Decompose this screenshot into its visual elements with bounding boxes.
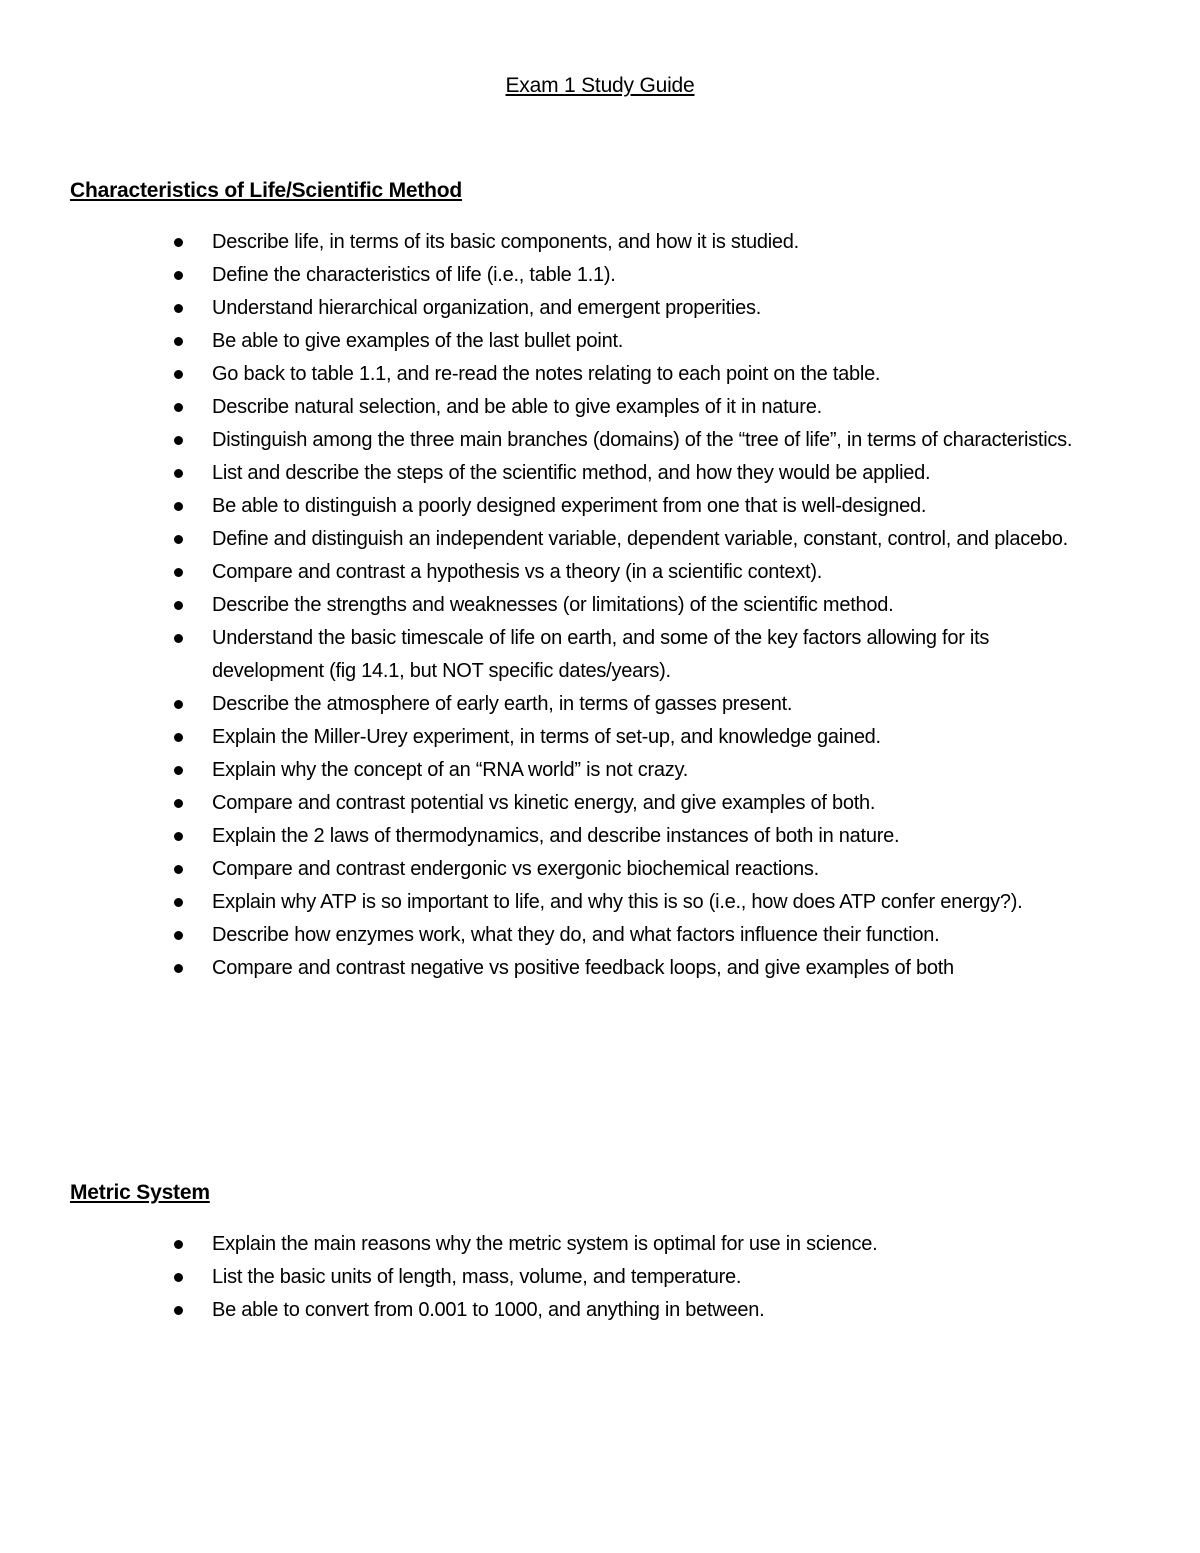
- bullet-icon: [174, 931, 183, 940]
- list-item: [70, 226, 1092, 259]
- bullet-icon: [174, 502, 183, 511]
- bullet-icon: [174, 865, 183, 874]
- section-characteristics-of-life: [70, 175, 1150, 985]
- list-item-text: Compare and contrast endergonic vs exergonic biochemical reactions.: [212, 858, 819, 880]
- list-item-text: Explain the Miller-Urey experiment, in terms of set-up, and knowledge gained.: [212, 726, 881, 748]
- list-item: [70, 688, 1092, 721]
- bullet-icon: [174, 469, 183, 478]
- list-item-text: Define the characteristics of life (i.e., table 1.1).: [212, 264, 616, 286]
- list-item-text: Go back to table 1.1, and re-read the notes relating to each point on the table.: [212, 363, 881, 385]
- bullet-icon: [174, 964, 183, 973]
- list-item: [70, 1294, 1092, 1327]
- list-item-text: List the basic units of length, mass, volume, and temperature.: [212, 1266, 742, 1288]
- list-item-text: Describe natural selection, and be able to give examples of it in nature.: [212, 396, 822, 418]
- list-item-text: Be able to convert from 0.001 to 1000, and anything in between.: [212, 1299, 765, 1321]
- list-item: [70, 886, 1092, 919]
- bullet-icon: [174, 601, 183, 610]
- list-item-text: Compare and contrast potential vs kinetic energy, and give examples of both.: [212, 792, 876, 814]
- list-item: [70, 490, 1092, 523]
- bullet-icon: [174, 1306, 183, 1315]
- list-item-text: Compare and contrast a hypothesis vs a theory (in a scientific context).: [212, 561, 823, 583]
- section-heading: Characteristics of Life/Scientific Method: [70, 179, 463, 202]
- bullet-icon: [174, 733, 183, 742]
- list-item-text: Understand the basic timescale of life on earth, and some of the key factors allowing for its development (fig 14.1, but NOT specific dates/years).: [212, 627, 990, 682]
- bullet-icon: [174, 271, 183, 280]
- bullet-icon: [174, 1240, 183, 1249]
- list-item-text: Explain the 2 laws of thermodynamics, and describe instances of both in nature.: [212, 825, 900, 847]
- list-item: [70, 556, 1092, 589]
- bullet-icon: [174, 403, 183, 412]
- list-item-text: Define and distinguish an independent variable, dependent variable, constant, control, and placebo.: [212, 528, 1068, 550]
- list-item-text: Be able to give examples of the last bullet point.: [212, 330, 624, 352]
- list-item: [70, 919, 1092, 952]
- list-item: [70, 358, 1092, 391]
- bullet-icon: [174, 634, 183, 643]
- bullet-icon: [174, 700, 183, 709]
- list-item: [70, 952, 1092, 985]
- list-item: [70, 622, 1092, 688]
- list-item-text: Describe the strengths and weaknesses (or limitations) of the scientific method.: [212, 594, 894, 616]
- section-metric-system: [70, 1177, 1150, 1327]
- list-item: [70, 1261, 1092, 1294]
- bullet-icon: [174, 337, 183, 346]
- section-heading: Metric System: [70, 1181, 210, 1204]
- list-item-text: Describe life, in terms of its basic components, and how it is studied.: [212, 231, 799, 253]
- list-item-text: Be able to distinguish a poorly designed experiment from one that is well-designed.: [212, 495, 927, 517]
- list-item: [70, 391, 1092, 424]
- list-item: [70, 292, 1092, 325]
- list-item: [70, 721, 1092, 754]
- list-item-text: Explain the main reasons why the metric system is optimal for use in science.: [212, 1233, 878, 1255]
- list-item: [70, 589, 1092, 622]
- list-item: [70, 754, 1092, 787]
- list-item-text: Compare and contrast negative vs positive feedback loops, and give examples of both: [212, 957, 954, 979]
- bullet-list: [70, 226, 1150, 985]
- list-item-text: Explain why ATP is so important to life, and why this is so (i.e., how does ATP confer energy?).: [212, 891, 1023, 913]
- bullet-icon: [174, 535, 183, 544]
- bullet-icon: [174, 568, 183, 577]
- list-item: [70, 259, 1092, 292]
- list-item: [70, 787, 1092, 820]
- document-title: Exam 1 Study Guide: [505, 74, 695, 97]
- list-item: [70, 1228, 1092, 1261]
- list-item: [70, 457, 1092, 490]
- list-item-text: List and describe the steps of the scientific method, and how they would be applied.: [212, 462, 931, 484]
- bullet-icon: [174, 304, 183, 313]
- list-item-text: Understand hierarchical organization, and emergent properities.: [212, 297, 762, 319]
- bullet-icon: [174, 238, 183, 247]
- bullet-icon: [174, 370, 183, 379]
- list-item: [70, 325, 1092, 358]
- bullet-icon: [174, 1273, 183, 1282]
- list-item-text: Describe the atmosphere of early earth, in terms of gasses present.: [212, 693, 793, 715]
- bullet-icon: [174, 436, 183, 445]
- list-item: [70, 523, 1092, 556]
- list-item-text: Explain why the concept of an “RNA world” is not crazy.: [212, 759, 689, 781]
- bullet-list: [70, 1228, 1150, 1327]
- list-item: [70, 424, 1092, 457]
- list-item-text: Describe how enzymes work, what they do, and what factors influence their function.: [212, 924, 940, 946]
- bullet-icon: [174, 898, 183, 907]
- bullet-icon: [174, 799, 183, 808]
- list-item: [70, 853, 1092, 886]
- bullet-icon: [174, 832, 183, 841]
- bullet-icon: [174, 766, 183, 775]
- list-item: [70, 820, 1092, 853]
- list-item-text: Distinguish among the three main branches (domains) of the “tree of life”, in terms of characteristics.: [212, 429, 1073, 451]
